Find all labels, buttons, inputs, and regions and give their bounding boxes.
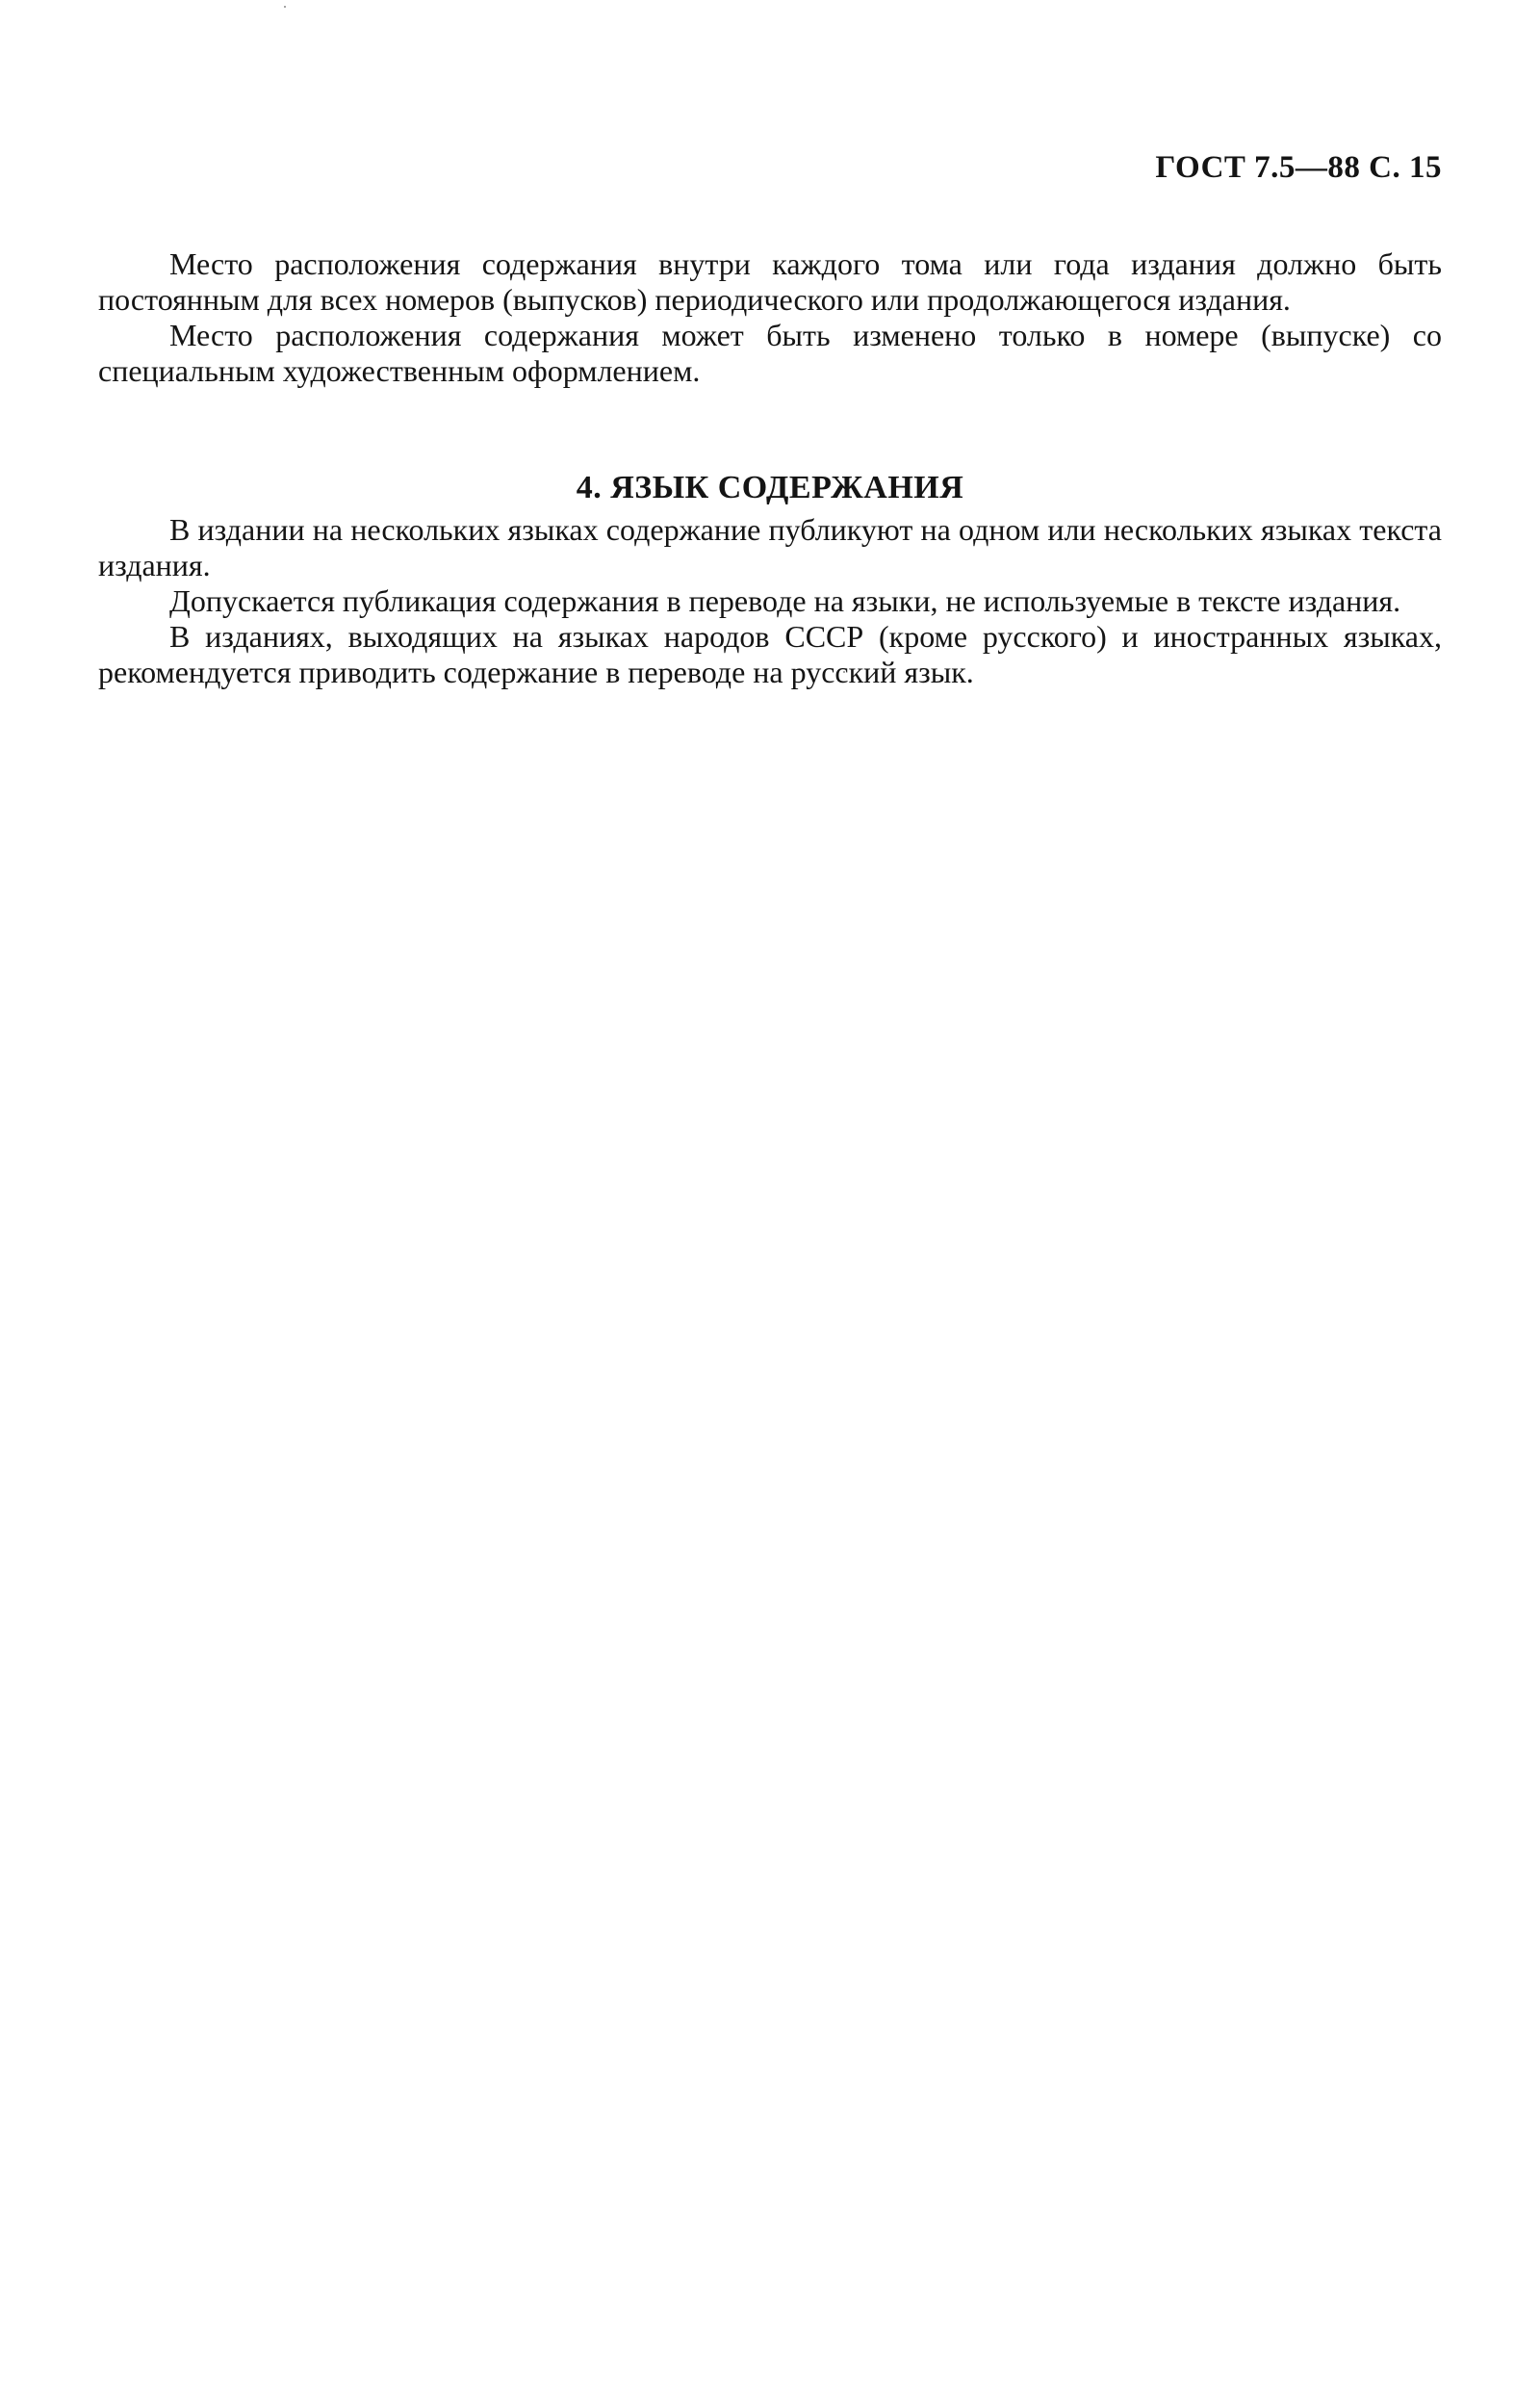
paragraph: В изданиях, выходящих на языках народов СССР (кроме русского) и иностранных языках, рекомендуется приводить содержание в переводе на русский язык. [98, 619, 1442, 689]
paragraph: В издании на нескольких языках содержание публикуют на одном или нескольких языках текста издания. [98, 512, 1442, 582]
paragraph: Место расположения содержания может быть изменено только в номере (выпуске) со специальным художественным оформлением. [98, 318, 1442, 388]
paragraph: Допускается публикация содержания в переводе на языки, не используемые в тексте издания. [169, 583, 1401, 618]
section-heading: 4. ЯЗЫК СОДЕРЖАНИЯ [576, 470, 964, 505]
scan-speck [284, 6, 286, 8]
page-header: ГОСТ 7.5—88 С. 15 [1155, 150, 1442, 185]
paragraph: Место расположения содержания внутри каждого тома или года издания должно быть постоянным для всех номеров (выпусков) периодического или продолжающегося издания. [98, 246, 1442, 317]
section-body [98, 512, 1442, 690]
placement-text-block [98, 246, 1442, 389]
